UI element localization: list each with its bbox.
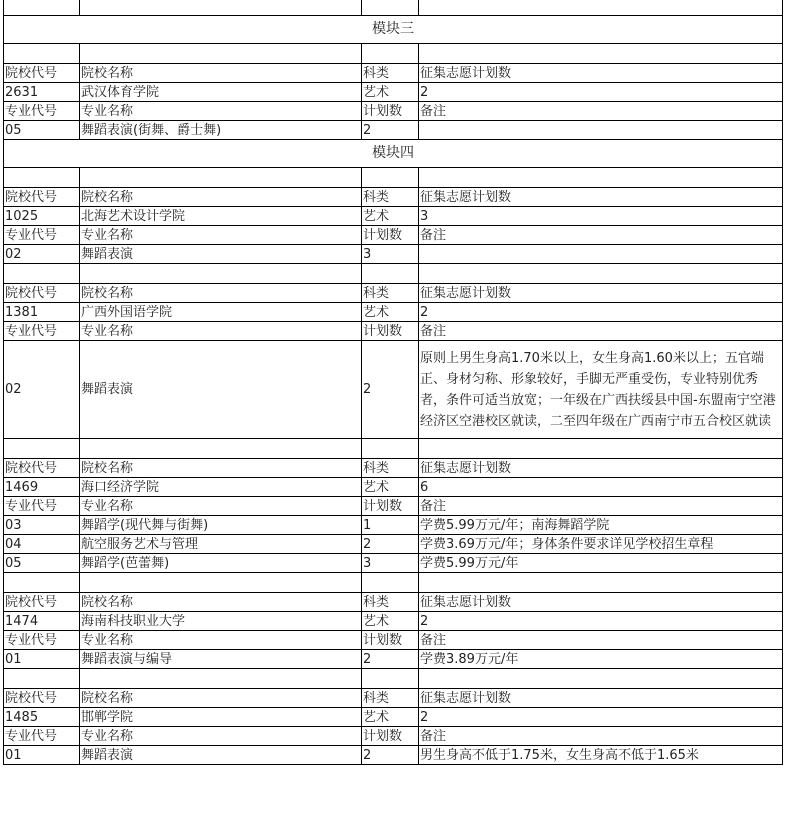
major-plan: 2 <box>362 535 419 554</box>
school-header-row <box>4 188 783 207</box>
major-row <box>4 746 783 765</box>
remark-header: 备注 <box>419 226 783 245</box>
school-category: 艺术 <box>362 207 419 226</box>
school-name-header: 院校名称 <box>80 64 362 83</box>
school-category: 艺术 <box>362 83 419 102</box>
major-row <box>4 650 783 669</box>
major-remark: 学费3.89万元/年 <box>419 650 783 669</box>
major-code: 05 <box>4 554 80 573</box>
school-category: 艺术 <box>362 612 419 631</box>
major-plan-header: 计划数 <box>362 226 419 245</box>
empty-cell <box>419 44 783 64</box>
school-code: 2631 <box>4 83 80 102</box>
major-code: 04 <box>4 535 80 554</box>
major-remark: 学费5.99万元/年 <box>419 554 783 573</box>
empty-cell <box>419 573 783 593</box>
major-remark <box>419 245 783 264</box>
empty-cell <box>362 573 419 593</box>
category-header: 科类 <box>362 284 419 303</box>
school-code: 1025 <box>4 207 80 226</box>
school-header-row <box>4 689 783 708</box>
major-row <box>4 121 783 140</box>
major-code-header: 专业代号 <box>4 727 80 746</box>
school-row <box>4 612 783 631</box>
category-header: 科类 <box>362 459 419 478</box>
school-plan-count: 3 <box>419 207 783 226</box>
school-header-row <box>4 64 783 83</box>
school-code: 1381 <box>4 303 80 322</box>
major-name-header: 专业名称 <box>80 322 362 341</box>
major-name: 舞蹈学(芭蕾舞) <box>80 554 362 573</box>
empty-cell <box>4 0 80 16</box>
major-name: 舞蹈表演(街舞、爵士舞) <box>80 121 362 140</box>
major-header-row <box>4 727 783 746</box>
school-row <box>4 303 783 322</box>
empty-cell <box>419 669 783 689</box>
spacer-row <box>4 264 783 284</box>
major-header-row <box>4 102 783 121</box>
major-name: 舞蹈表演 <box>80 341 362 439</box>
empty-cell <box>4 669 80 689</box>
school-plan-count: 6 <box>419 478 783 497</box>
major-header-row <box>4 226 783 245</box>
school-name: 北海艺术设计学院 <box>80 207 362 226</box>
empty-cell <box>4 264 80 284</box>
school-name-header: 院校名称 <box>80 188 362 207</box>
school-row <box>4 478 783 497</box>
major-remark: 原则上男生身高1.70米以上，女生身高1.60米以上；五官端正、身材匀称、形象较好，手脚无严重受伤，专业特别优秀者，条件可适当放宽；一年级在广西扶绥县中国-东盟南宁空港经济区空港校区就读，二至四年级在广西南宁市五合校区就读 <box>419 341 783 439</box>
empty-cell <box>80 573 362 593</box>
school-plan-count: 2 <box>419 612 783 631</box>
remark-header: 备注 <box>419 497 783 516</box>
major-row <box>4 245 783 264</box>
major-code-header: 专业代号 <box>4 631 80 650</box>
empty-cell <box>80 264 362 284</box>
school-code-header: 院校代号 <box>4 459 80 478</box>
school-name: 海南科技职业大学 <box>80 612 362 631</box>
remark-header: 备注 <box>419 322 783 341</box>
major-name: 舞蹈表演 <box>80 245 362 264</box>
school-name: 邯郸学院 <box>80 708 362 727</box>
major-plan-header: 计划数 <box>362 631 419 650</box>
major-name: 舞蹈学(现代舞与街舞) <box>80 516 362 535</box>
school-code: 1474 <box>4 612 80 631</box>
school-category: 艺术 <box>362 303 419 322</box>
school-header-row <box>4 593 783 612</box>
school-plan-count: 2 <box>419 708 783 727</box>
module-title-row <box>4 140 783 168</box>
major-name-header: 专业名称 <box>80 497 362 516</box>
empty-cell <box>362 264 419 284</box>
major-plan: 2 <box>362 341 419 439</box>
major-code-header: 专业代号 <box>4 102 80 121</box>
school-name: 海口经济学院 <box>80 478 362 497</box>
major-code: 02 <box>4 341 80 439</box>
major-name: 舞蹈表演与编导 <box>80 650 362 669</box>
school-plan-count: 2 <box>419 83 783 102</box>
school-header-row <box>4 459 783 478</box>
major-plan-header: 计划数 <box>362 102 419 121</box>
plan-count-header: 征集志愿计划数 <box>419 284 783 303</box>
major-name: 舞蹈表演 <box>80 746 362 765</box>
plan-count-header: 征集志愿计划数 <box>419 64 783 83</box>
module-title: 模块四 <box>4 140 783 168</box>
major-row <box>4 516 783 535</box>
empty-cell <box>419 439 783 459</box>
school-code-header: 院校代号 <box>4 188 80 207</box>
plan-count-header: 征集志愿计划数 <box>419 593 783 612</box>
school-header-row <box>4 284 783 303</box>
admission-plan-table <box>3 0 783 765</box>
empty-cell <box>4 573 80 593</box>
major-row <box>4 341 783 439</box>
major-name-header: 专业名称 <box>80 631 362 650</box>
major-row <box>4 535 783 554</box>
spacer-row <box>4 573 783 593</box>
major-row <box>4 554 783 573</box>
spacer-row <box>4 669 783 689</box>
module-title-row <box>4 16 783 44</box>
major-code: 05 <box>4 121 80 140</box>
major-code-header: 专业代号 <box>4 497 80 516</box>
empty-cell <box>4 168 80 188</box>
school-row <box>4 708 783 727</box>
school-row <box>4 207 783 226</box>
module-title: 模块三 <box>4 16 783 44</box>
school-code: 1469 <box>4 478 80 497</box>
school-name-header: 院校名称 <box>80 459 362 478</box>
spacer-row <box>4 0 783 16</box>
empty-cell <box>4 439 80 459</box>
empty-cell <box>362 0 419 16</box>
school-category: 艺术 <box>362 478 419 497</box>
school-code-header: 院校代号 <box>4 284 80 303</box>
category-header: 科类 <box>362 689 419 708</box>
major-code-header: 专业代号 <box>4 226 80 245</box>
category-header: 科类 <box>362 188 419 207</box>
remark-header: 备注 <box>419 631 783 650</box>
empty-cell <box>362 44 419 64</box>
school-code: 1485 <box>4 708 80 727</box>
major-plan: 1 <box>362 516 419 535</box>
plan-count-header: 征集志愿计划数 <box>419 459 783 478</box>
major-plan-header: 计划数 <box>362 322 419 341</box>
major-remark: 学费3.69万元/年；身体条件要求详见学校招生章程 <box>419 535 783 554</box>
school-plan-count: 2 <box>419 303 783 322</box>
remark-header: 备注 <box>419 102 783 121</box>
major-name-header: 专业名称 <box>80 226 362 245</box>
major-code: 02 <box>4 245 80 264</box>
school-code-header: 院校代号 <box>4 64 80 83</box>
major-code: 01 <box>4 650 80 669</box>
plan-count-header: 征集志愿计划数 <box>419 188 783 207</box>
major-header-row <box>4 497 783 516</box>
empty-cell <box>419 168 783 188</box>
empty-cell <box>362 669 419 689</box>
major-header-row <box>4 322 783 341</box>
major-plan: 2 <box>362 121 419 140</box>
school-row <box>4 83 783 102</box>
major-plan-header: 计划数 <box>362 497 419 516</box>
major-header-row <box>4 631 783 650</box>
spacer-row <box>4 168 783 188</box>
spacer-row <box>4 44 783 64</box>
school-name: 广西外国语学院 <box>80 303 362 322</box>
school-category: 艺术 <box>362 708 419 727</box>
empty-cell <box>80 0 362 16</box>
school-code-header: 院校代号 <box>4 593 80 612</box>
school-code-header: 院校代号 <box>4 689 80 708</box>
major-remark: 学费5.99万元/年；南海舞蹈学院 <box>419 516 783 535</box>
empty-cell <box>80 439 362 459</box>
remark-header: 备注 <box>419 727 783 746</box>
empty-cell <box>419 0 783 16</box>
major-plan: 3 <box>362 245 419 264</box>
major-name: 航空服务艺术与管理 <box>80 535 362 554</box>
empty-cell <box>80 44 362 64</box>
category-header: 科类 <box>362 64 419 83</box>
major-plan: 3 <box>362 554 419 573</box>
empty-cell <box>419 264 783 284</box>
school-name-header: 院校名称 <box>80 689 362 708</box>
major-plan: 2 <box>362 746 419 765</box>
empty-cell <box>80 168 362 188</box>
category-header: 科类 <box>362 593 419 612</box>
school-name-header: 院校名称 <box>80 593 362 612</box>
school-name-header: 院校名称 <box>80 284 362 303</box>
empty-cell <box>362 439 419 459</box>
school-name: 武汉体育学院 <box>80 83 362 102</box>
major-code: 03 <box>4 516 80 535</box>
empty-cell <box>362 168 419 188</box>
major-name-header: 专业名称 <box>80 727 362 746</box>
major-remark: 男生身高不低于1.75米，女生身高不低于1.65米 <box>419 746 783 765</box>
major-name-header: 专业名称 <box>80 102 362 121</box>
major-code-header: 专业代号 <box>4 322 80 341</box>
spacer-row <box>4 439 783 459</box>
major-code: 01 <box>4 746 80 765</box>
plan-count-header: 征集志愿计划数 <box>419 689 783 708</box>
empty-cell <box>80 669 362 689</box>
major-plan-header: 计划数 <box>362 727 419 746</box>
empty-cell <box>4 44 80 64</box>
major-plan: 2 <box>362 650 419 669</box>
major-remark <box>419 121 783 140</box>
